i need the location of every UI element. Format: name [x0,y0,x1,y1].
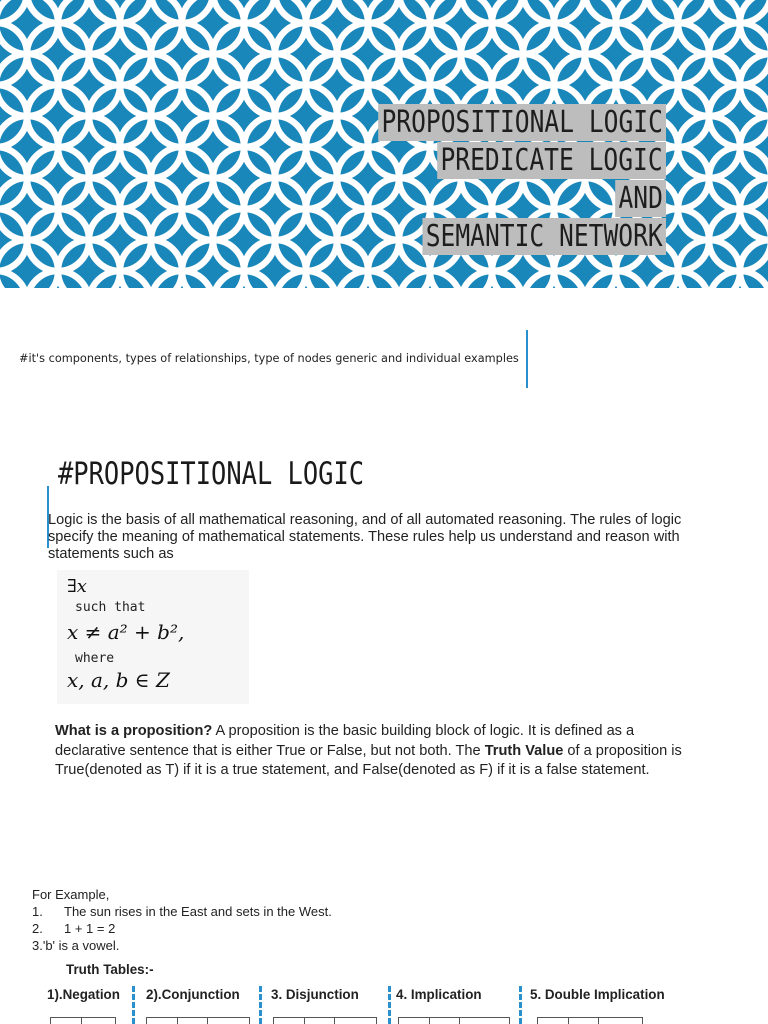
math-exists-x: ∃x [67,576,87,597]
tt-label-implication: 4. Implication [396,987,482,1002]
proposition-paragraph [55,722,705,781]
list-item-text: 3.'b' is a vowel. [32,938,120,953]
title-line-4: SEMANTIC NETWORK [422,218,666,255]
truth-table-conjunction [146,1017,250,1024]
truth-table-double-implication [537,1017,643,1024]
truth-value-definition: of a proposition is True(denoted as T) if it is a true statement, and False(denoted as F) if it is a false statement. [55,742,682,778]
tt-label-conjunction: 2).Conjunction [146,987,240,1002]
math-where: where [75,651,115,666]
tt-label-double-implication: 5. Double Implication [530,987,665,1002]
column-divider [519,986,522,1024]
column-divider [388,986,391,1024]
list-item [32,937,332,954]
tt-label-disjunction: 3. Disjunction [271,987,359,1002]
subtitle-block [0,330,768,390]
truth-table-implication [398,1017,510,1024]
intro-paragraph: Logic is the basis of all mathematical reasoning, and of all automated reasoning. The rules of logic specify the meaning of mathematical statements. These rules help us understand and reason with statements such as [48,512,682,562]
math-such-that: such that [75,600,146,615]
column-divider [259,986,262,1024]
list-item-number: 2. [32,921,43,936]
list-item [32,903,332,920]
list-item-text: 1 + 1 = 2 [64,921,116,936]
math-inequality: x ≠ a² + b², [67,620,185,644]
title-line-2: PREDICATE LOGIC [437,142,666,179]
text-cursor-bar [526,330,528,388]
column-divider [132,986,135,1024]
subtitle-text: #it's components, types of relationships, type of nodes generic and individual examples [19,352,519,365]
truth-tables-heading: Truth Tables:- [66,962,154,977]
truth-table-negation [50,1017,116,1024]
proposition-definition: A proposition is the basic building block of logic. It is defined as a declarative sentence that is either True or False, but not both. The [55,723,635,759]
section-heading: #PROPOSITIONAL LOGIC [58,456,365,492]
list-item-number: 1. [32,904,43,919]
proposition-question: What is a proposition? [55,723,213,739]
math-example-box [57,570,249,704]
math-membership: x, a, b ∈ Z [67,668,170,692]
tt-label-negation: 1).Negation [47,987,120,1002]
list-item [32,920,332,937]
truth-table-disjunction [273,1017,377,1024]
truth-value-term: Truth Value [484,742,564,759]
title-line-3: AND [615,180,666,217]
list-item-text: The sun rises in the East and sets in the West. [64,904,332,919]
examples-intro: For Example, [32,887,110,902]
title-banner [0,0,768,288]
examples-list [32,886,332,954]
title-line-1: PROPOSITIONAL LOGIC [378,104,666,141]
